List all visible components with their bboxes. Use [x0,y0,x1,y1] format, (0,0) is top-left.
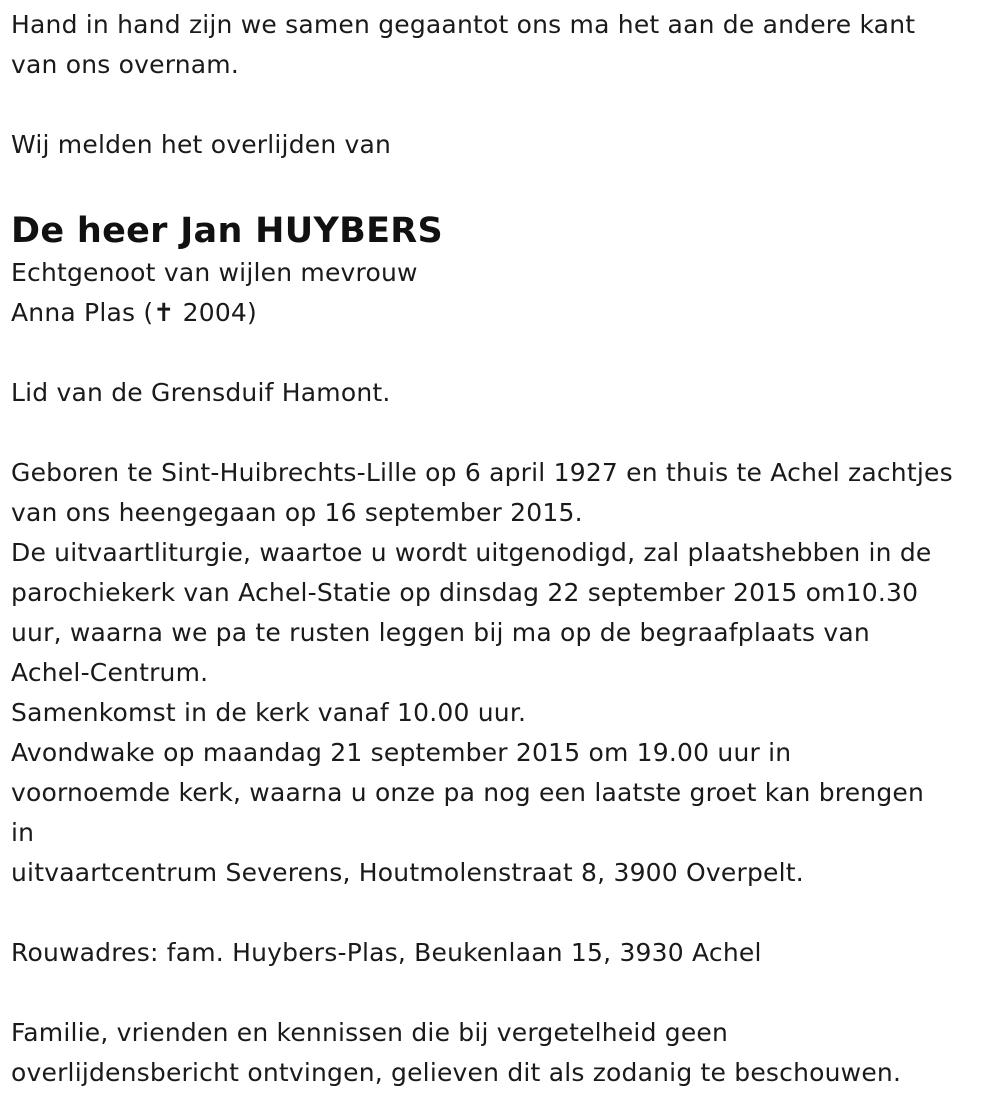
mourning-address: Rouwadres: fam. Huybers-Plas, Beukenlaan 15, 3930 Achel [11,938,762,967]
details-line: Achel-Centrum. [11,658,209,687]
spacer [11,85,996,125]
details-line: uitvaartcentrum Severens, Houtmolenstraat 8, 3900 Overpelt. [11,858,804,887]
details-line: Avondwake op maandag 21 september 2015 om 19.00 uur in [11,738,792,767]
deceased-name: De heer Jan HUYBERS [11,211,444,251]
spacer [11,333,996,373]
details-line: uur, waarna we pa te rusten leggen bij ma op de begraafplaats van [11,618,870,647]
intro-line-2: van ons overnam. [11,50,239,79]
closing-line-1: Familie, vrienden en kennissen die bij vergetelheid geen [11,1018,729,1047]
spouse-line-1: Echtgenoot van wijlen mevrouw [11,258,418,287]
spacer [11,973,996,1013]
details-line: Geboren te Sint-Huibrechts-Lille op 6 april 1927 en thuis te Achel zachtjes [11,458,953,487]
spacer [11,413,996,453]
spacer [11,893,996,933]
details-line: De uitvaartliturgie, waartoe u wordt uitgenodigd, zal plaatshebben in de [11,538,932,567]
details-line: voornoemde kerk, waarna u onze pa nog een laatste groet kan brengen [11,778,925,807]
closing-line-2: overlijdensbericht ontvingen, gelieven dit als zodanig te beschouwen. [11,1058,902,1087]
spouse-line-2: Anna Plas (✝ 2004) [11,298,257,327]
announcement: Wij melden het overlijden van [11,130,392,159]
details-line: Samenkomst in de kerk vanaf 10.00 uur. [11,698,527,727]
details-line: in [11,818,35,847]
details-line: parochiekerk van Achel-Statie op dinsdag 22 september 2015 om10.30 [11,578,919,607]
membership: Lid van de Grensduif Hamont. [11,378,391,407]
details-line: van ons heengegaan op 16 september 2015. [11,498,583,527]
spacer [11,165,996,205]
obituary-document [11,5,996,1093]
intro-line-1: Hand in hand zijn we samen gegaantot ons ma het aan de andere kant [11,10,916,39]
